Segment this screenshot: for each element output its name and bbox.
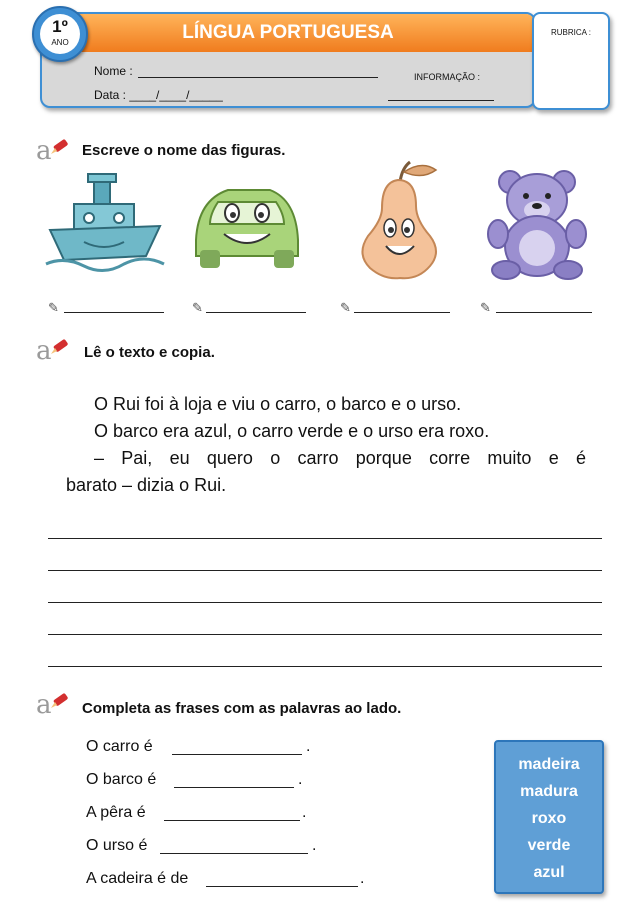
word-bank-item: verde bbox=[527, 837, 571, 854]
date-label: Data : ____/____/_____ bbox=[94, 88, 223, 102]
sentence-start: A cadeira é de bbox=[86, 870, 189, 887]
subject-title: LÍNGUA PORTUGUESA bbox=[182, 22, 394, 43]
pencil-letter-icon bbox=[36, 692, 70, 716]
pencil-letter-icon bbox=[36, 138, 70, 162]
fill-blank[interactable] bbox=[206, 886, 358, 887]
info-label: INFORMAÇÃO : bbox=[414, 72, 481, 82]
sentence-start: O barco é bbox=[86, 771, 157, 788]
bear-icon bbox=[484, 168, 592, 282]
fill-blank[interactable] bbox=[160, 853, 308, 854]
word-bank-item: madura bbox=[520, 783, 578, 800]
svg-text:a: a bbox=[36, 338, 52, 362]
grade-number: 1º bbox=[52, 17, 68, 36]
car-icon bbox=[188, 180, 306, 274]
section1-title: Escreve o nome das figuras. bbox=[82, 142, 286, 159]
sentence-start: O carro é bbox=[86, 738, 153, 755]
word-bank bbox=[494, 740, 604, 894]
name-label: Nome : bbox=[94, 64, 133, 78]
sentence-end: . bbox=[302, 804, 307, 821]
copy-line[interactable] bbox=[48, 666, 602, 667]
grade-label: ANO bbox=[51, 38, 69, 47]
info-field[interactable] bbox=[388, 100, 494, 101]
pencil-mark-icon: ✎ bbox=[192, 300, 203, 315]
figure-answer-line[interactable] bbox=[354, 312, 450, 313]
copy-line[interactable] bbox=[48, 538, 602, 539]
copy-line[interactable] bbox=[48, 634, 602, 635]
pencil-letter-icon bbox=[36, 338, 70, 362]
rubric-label: RUBRICA : bbox=[550, 28, 591, 37]
text-line-1: O Rui foi à loja e viu o carro, o barco e o urso. bbox=[94, 394, 462, 414]
word-bank-item: azul bbox=[533, 864, 565, 881]
copy-line[interactable] bbox=[48, 602, 602, 603]
word-bank-item: roxo bbox=[531, 810, 567, 827]
name-field[interactable] bbox=[138, 77, 378, 78]
grade-badge bbox=[32, 6, 88, 62]
text-line-4: barato – dizia o Rui. bbox=[66, 475, 227, 495]
fill-blank[interactable] bbox=[174, 787, 294, 788]
sentence-end: . bbox=[298, 771, 303, 788]
fill-blank[interactable] bbox=[164, 820, 300, 821]
svg-text:a: a bbox=[36, 138, 52, 162]
word-bank-item: madeira bbox=[518, 756, 580, 773]
svg-text:a: a bbox=[36, 692, 52, 716]
sentence-start: O urso é bbox=[86, 837, 148, 854]
sentence-start: A pêra é bbox=[86, 804, 146, 821]
copy-line[interactable] bbox=[48, 570, 602, 571]
boat-icon bbox=[44, 172, 166, 278]
fill-blank[interactable] bbox=[172, 754, 302, 755]
sentence-end: . bbox=[312, 837, 317, 854]
pear-icon bbox=[352, 158, 444, 282]
text-line-3: – Pai, eu quero o carro porque corre muito e é bbox=[94, 448, 586, 468]
pencil-mark-icon: ✎ bbox=[48, 300, 59, 315]
sentence-end: . bbox=[306, 738, 311, 755]
pencil-mark-icon: ✎ bbox=[340, 300, 351, 315]
figure-answer-line[interactable] bbox=[496, 312, 592, 313]
figure-answer-line[interactable] bbox=[206, 312, 306, 313]
text-line-2: O barco era azul, o carro verde e o urso era roxo. bbox=[94, 421, 490, 441]
figure-answer-line[interactable] bbox=[64, 312, 164, 313]
header-card bbox=[40, 12, 536, 108]
section3-title: Completa as frases com as palavras ao lado. bbox=[82, 700, 402, 717]
rubric-box bbox=[532, 12, 610, 110]
sentence-end: . bbox=[360, 870, 365, 887]
section2-title: Lê o texto e copia. bbox=[84, 344, 215, 361]
pencil-mark-icon: ✎ bbox=[480, 300, 491, 315]
